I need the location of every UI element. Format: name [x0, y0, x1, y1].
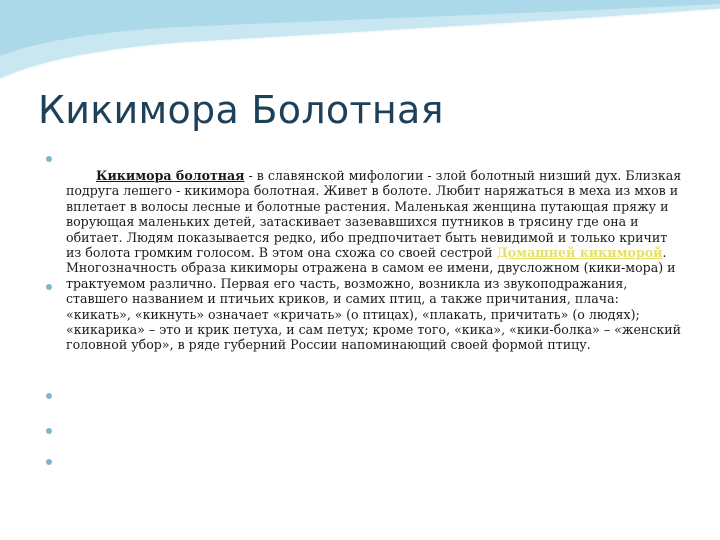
bullet-3	[46, 393, 52, 399]
slide-title: Кикимора Болотная	[38, 88, 444, 132]
bullet-1	[46, 156, 52, 162]
slide-body	[66, 168, 686, 353]
lead-term: Кикимора болотная	[96, 168, 245, 183]
definition-text: - в славянской мифологии - злой болотный низший дух. Близкая подруга лешего - кикимора болотная. Живет в болоте. Любит наряжаться в меха из мхов и вплетает в волосы лесные и болотные растения. Маленькая женщина путающая пряжу и ворующая маленьких детей, затаскивает зазевавшихся путников в трясину где она и обитает. Людям показывается редко, ибо предпочитает быть невидимой и только кричит из болота громким голосом. В этом она схожа со своей сестрой	[66, 168, 682, 261]
bullet-2	[46, 284, 52, 290]
domestic-kikimora-link[interactable]: Домашней кикиморой	[496, 245, 663, 261]
bullet-5	[46, 459, 52, 465]
definition-end: .	[662, 245, 667, 261]
paragraph-etymology: Многозначность образа кикиморы отражена в самом ее имени, двусложном (кики-мора) и трактуемом различно. Первая его часть, возможно, возникла из звукоподражания, ставшего названием и птичьих криков, и самих птиц, а также причитания, плача: «кикать», «кикнуть» означает «кричать» (о птицах), «плакать, причитать» (о людях); «кикарика» – это и крик петуха, и сам петух; кроме того, «кика», «кики-болка» – «женский головной убор», в ряде губерний России напоминающий своей формой птицу.	[66, 260, 682, 353]
bullet-4	[46, 428, 52, 434]
paragraph-definition	[66, 168, 686, 260]
